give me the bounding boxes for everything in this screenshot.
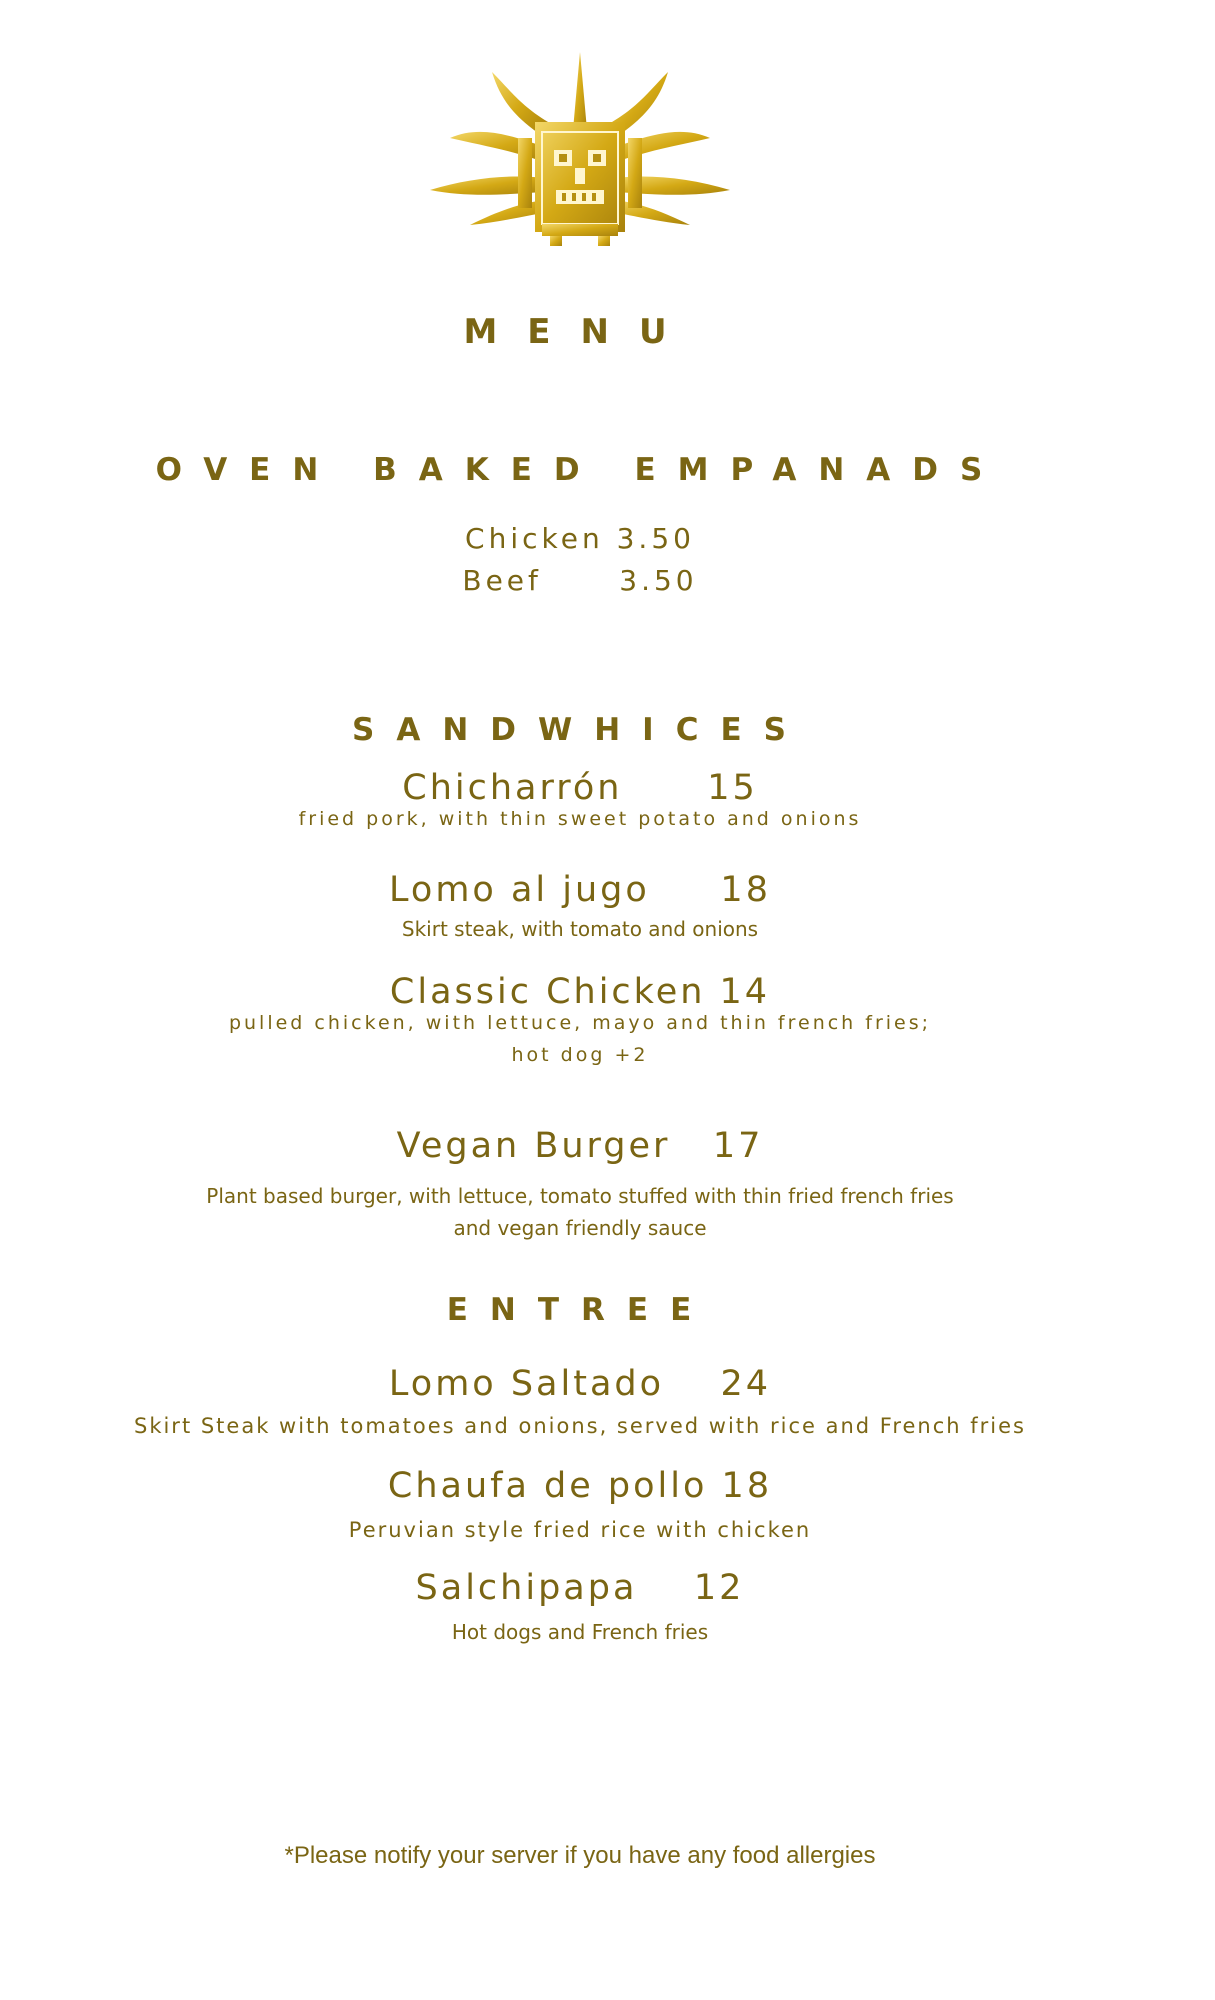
menu-item-name: Chicharrón 15 [402, 768, 758, 808]
menu-item-name: Lomo Saltado 24 [388, 1364, 772, 1404]
sandwiches-section-title: SANDWHICES [352, 712, 808, 748]
menu-item-name: Classic Chicken 14 [389, 972, 771, 1012]
entree-section-title: ENTREE [446, 1292, 714, 1328]
menu-item-description-extra: and vegan friendly sauce [453, 1216, 707, 1240]
menu-item-beef-empanada: Beef 3.50 [462, 564, 698, 597]
menu-item-description: Peruvian style fried rice with chicken [348, 1518, 812, 1542]
menu-item-name: Chaufa de pollo 18 [387, 1466, 773, 1506]
menu-item-name: Salchipapa 12 [415, 1568, 745, 1608]
menu-item-chicken-empanada: Chicken 3.50 [465, 522, 695, 555]
empanadas-section-title: OVEN BAKED EMPANADS [155, 452, 1005, 488]
menu-item-description: Skirt steak, with tomato and onions [401, 917, 759, 941]
menu-item-description: Plant based burger, with lettuce, tomato stuffed with thin fried french fries [206, 1184, 954, 1208]
menu-item-name: Lomo al jugo 18 [389, 870, 771, 910]
menu-item-description: fried pork, with thin sweet potato and onions [298, 808, 862, 830]
allergy-notice: *Please notify your server if you have any food allergies [284, 1842, 876, 1869]
menu-item-description: Hot dogs and French fries [451, 1620, 709, 1644]
menu-item-description: Skirt Steak with tomatoes and onions, served with rice and French fries [133, 1414, 1026, 1438]
menu-item-description: pulled chicken, with lettuce, mayo and thin french fries; [228, 1012, 932, 1034]
page-title: MENU [463, 312, 697, 352]
menu-item-name: Vegan Burger 17 [396, 1126, 764, 1166]
gold-sun-deity-logo-icon [430, 50, 730, 250]
menu-item-description-extra: hot dog +2 [511, 1044, 649, 1066]
